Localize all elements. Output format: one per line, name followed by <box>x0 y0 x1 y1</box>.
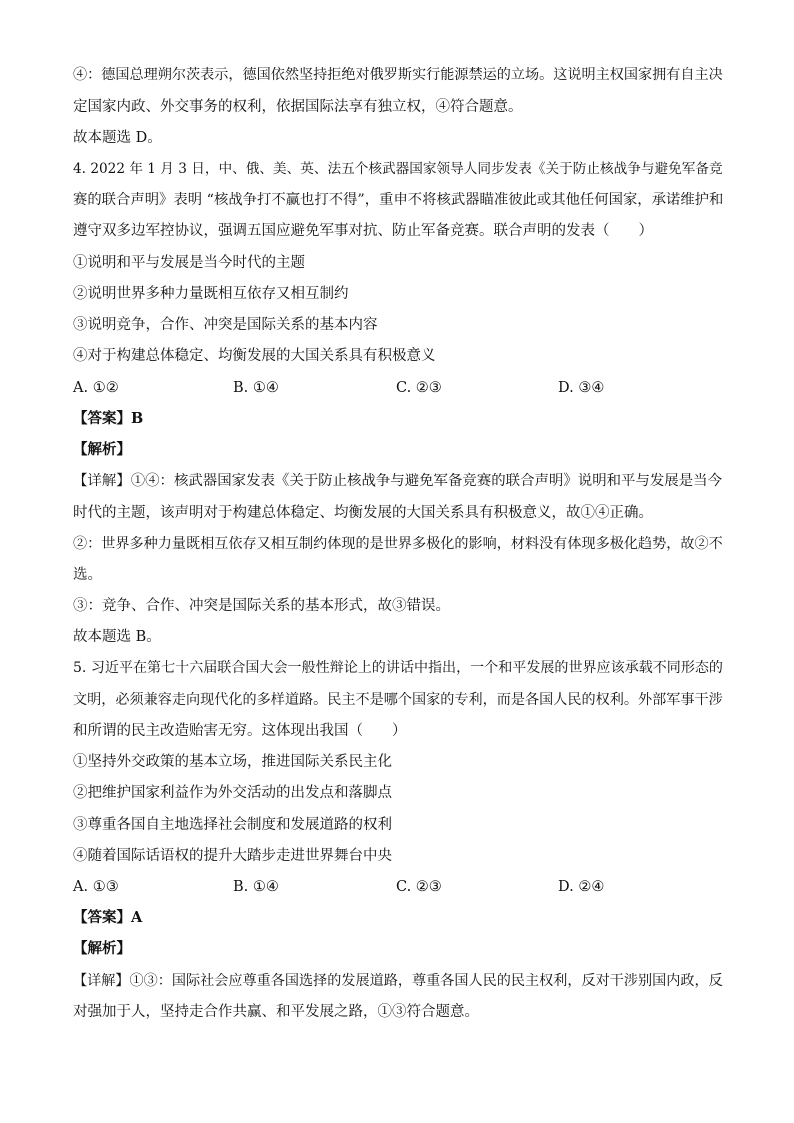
q3-analysis-line: 定国家内政、外交事务的权利，依据国际法享有独立权，④符合题意。 <box>73 99 523 115</box>
q5-options <box>73 876 723 898</box>
q4-conclusion: 故本题选 B。 <box>73 629 161 645</box>
q4-detail-line: 选。 <box>73 567 102 583</box>
q4-detail-line: ②：世界多种力量既相互依存又相互制约体现的是世界多极化的影响，材料没有体现多极化趋势，故②不 <box>73 536 723 552</box>
q4-option-c: C. ②③ <box>396 380 442 396</box>
q4-option-b: B. ①④ <box>233 380 279 396</box>
q3-analysis-line: ④：德国总理朔尔茨表示，德国依然坚持拒绝对俄罗斯实行能源禁运的立场。这说明主权国家拥有自主决 <box>73 67 723 83</box>
q5-option-a: A. ①③ <box>73 879 119 895</box>
q5-detail-line: 【详解】①③：国际社会应尊重各国选择的发展道路，尊重各国人民的民主权利，反对干涉别国内政，反 <box>73 973 723 989</box>
q5-option-d: D. ②④ <box>558 879 605 895</box>
q5-option-c: C. ②③ <box>396 879 442 895</box>
q3-conclusion: 故本题选 D。 <box>73 130 162 146</box>
q5-item-1: ①坚持外交政策的基本立场，推进国际关系民主化 <box>73 754 392 770</box>
q4-option-a: A. ①② <box>73 380 119 396</box>
q4-item-3: ③说明竞争，合作、冲突是国际关系的基本内容 <box>73 317 378 333</box>
q4-item-1: ①说明和平与发展是当今时代的主题 <box>73 255 305 271</box>
q4-option-d: D. ③④ <box>558 380 605 396</box>
q4-analysis-label: 【解析】 <box>73 441 131 458</box>
q4-detail-line: ③：竞争、合作、冲突是国际关系的基本形式，故③错误。 <box>73 598 450 614</box>
q4-options <box>73 377 723 399</box>
q4-stem-line: 赛的联合声明》表明 “核战争打不赢也打不得”，重申不将核武器瞄准彼此或其他任何国家，承诺维护和 <box>73 192 724 208</box>
q5-stem-line: 5. 习近平在第七十六届联合国大会一般性辩论上的讲话中指出，一个和平发展的世界应该承载不同形态的 <box>73 660 723 676</box>
q5-detail-line: 对强加于人，坚持走合作共赢、和平发展之路，①③符合题意。 <box>73 1004 479 1020</box>
q4-answer: 【答案】B <box>73 410 144 427</box>
q4-item-2: ②说明世界多种力量既相互依存又相互制约 <box>73 286 349 302</box>
q5-stem-line: 文明，必须兼容走向现代化的多样道路。民主不是哪个国家的专利，而是各国人民的权利。外部军事干涉 <box>73 692 723 708</box>
q4-stem-line: 遵守双多边军控协议，强调五国应避免军事对抗、防止军备竞赛。联合声明的发表（ ） <box>73 223 653 239</box>
q5-item-4: ④随着国际话语权的提升大踏步走进世界舞台中央 <box>73 848 392 864</box>
q5-stem-line: 和所谓的民主改造贻害无穷。这体现出我国（ ） <box>73 723 407 739</box>
q5-item-3: ③尊重各国自主地选择社会制度和发展道路的权利 <box>73 817 392 833</box>
q4-stem-line: 4. 2022 年 1 月 3 日，中、俄、美、英、法五个核武器国家领导人同步发表《关于防止核战争与避免军备竞 <box>73 161 723 177</box>
q4-detail-line: 【详解】①④：核武器国家发表《关于防止核战争与避免军备竞赛的联合声明》说明和平与发展是当今 <box>73 473 722 489</box>
q5-item-2: ②把维护国家利益作为外交活动的出发点和落脚点 <box>73 785 392 801</box>
q4-detail-line: 时代的主题，该声明对于构建总体稳定、均衡发展的大国关系具有积极意义，故①④正确。 <box>73 505 653 521</box>
q5-answer: 【答案】A <box>73 909 143 926</box>
q5-option-b: B. ①④ <box>233 879 279 895</box>
q5-analysis-label: 【解析】 <box>73 940 131 957</box>
q4-item-4: ④对于构建总体稳定、均衡发展的大国关系具有积极意义 <box>73 348 436 364</box>
